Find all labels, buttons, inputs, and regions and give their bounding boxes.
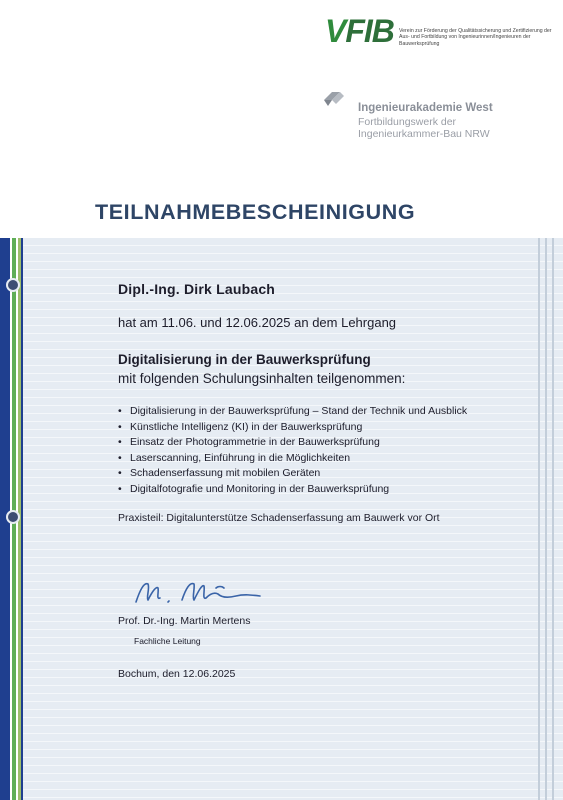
list-item: • Digitalisierung in der Bauwerksprüfung – Stand der Technik und Ausblick bbox=[118, 404, 467, 420]
vfib-tagline: Verein zur Förderung der Qualitätssicherung und Zertifizierung der Aus- und Fortbildung von Ingenieurinnen/Ingenieuren der Bauwerksprüfung bbox=[399, 28, 552, 47]
list-item: • Einsatz der Photogrammetrie in der Bauwerksprüfung bbox=[118, 435, 467, 451]
right-edge-line bbox=[545, 238, 547, 800]
punch-hole bbox=[6, 510, 20, 524]
signature-image bbox=[132, 574, 264, 610]
topic-list bbox=[118, 404, 467, 498]
akademie-name: Ingenieurakademie West bbox=[358, 102, 493, 114]
list-item: • Digitalfotografie und Monitoring in der Bauwerksprüfung bbox=[118, 482, 467, 498]
course-title: Digitalisierung in der Bauwerksprüfung bbox=[118, 352, 371, 367]
list-item: • Laserscanning, Einführung in die Möglichkeiten bbox=[118, 451, 467, 467]
recipient-name: Dipl.-Ing. Dirk Laubach bbox=[118, 281, 276, 297]
attendance-statement: hat am 11.06. und 12.06.2025 an dem Lehrgang bbox=[118, 315, 397, 330]
list-item: • Schadenserfassung mit mobilen Geräten bbox=[118, 466, 467, 482]
right-edge-line bbox=[552, 238, 554, 800]
right-edge-line bbox=[538, 238, 540, 800]
list-item: • Künstliche Intelligenz (KI) in der Bauwerksprüfung bbox=[118, 420, 467, 436]
signer-role: Fachliche Leitung bbox=[134, 636, 201, 646]
practical-part: Praxisteil: Digitalunterstütze Schadenserfassung am Bauwerk vor Ort bbox=[118, 512, 440, 524]
document-title: TEILNAHMEBESCHEINIGUNG bbox=[95, 200, 416, 224]
vfib-logo: VFIB bbox=[325, 13, 394, 49]
punch-hole bbox=[6, 278, 20, 292]
course-subtitle: mit folgenden Schulungsinhalten teilgenommen: bbox=[118, 371, 406, 386]
signer-name: Prof. Dr.-Ing. Martin Mertens bbox=[118, 615, 251, 627]
akademie-subline-2: Ingenieurkammer-Bau NRW bbox=[358, 128, 490, 140]
binder-stripe bbox=[21, 238, 23, 800]
akademie-logo-icon bbox=[324, 92, 344, 108]
akademie-subline-1: Fortbildungswerk der bbox=[358, 116, 457, 128]
place-and-date: Bochum, den 12.06.2025 bbox=[118, 668, 236, 680]
ingenieurakademie-logo-block bbox=[324, 92, 554, 142]
vfib-logo-block bbox=[325, 12, 557, 54]
